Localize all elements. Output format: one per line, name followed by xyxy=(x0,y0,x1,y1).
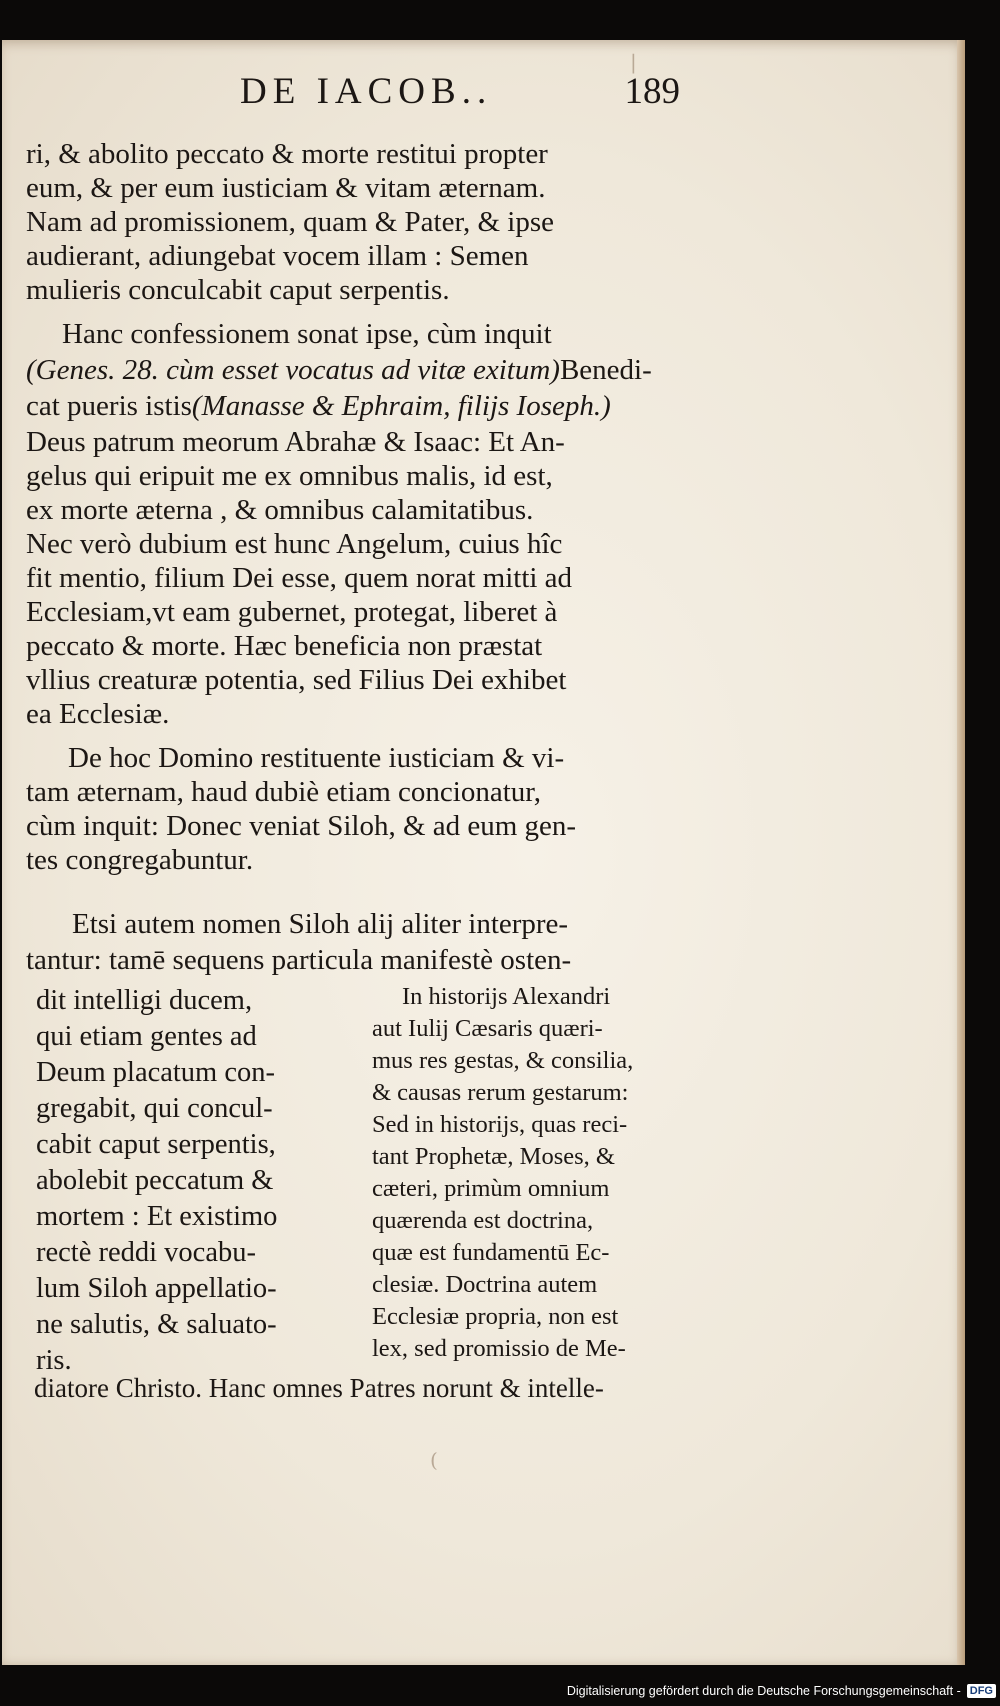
dfg-logo: DFG xyxy=(967,1684,996,1698)
text-line: cabit caput serpentis, xyxy=(36,1129,276,1160)
credit-text: Digitalisierung gefördert durch die Deutsche Forschungsgemeinschaft - xyxy=(566,1684,961,1698)
text-line: fit mentio, filium Dei esse, quem norat mitti ad xyxy=(26,562,573,594)
text-line: quæ est fundamentū Ec- xyxy=(372,1239,610,1266)
text-line: ea Ecclesiæ. xyxy=(26,698,170,730)
digitization-credit xyxy=(567,1680,996,1702)
citation-names: (Manasse & Ephraim, filijs Ioseph.) xyxy=(191,390,611,422)
text-line: mus res gestas, & consilia, xyxy=(372,1047,634,1074)
text-line: De hoc Domino restituente iusticiam & vi- xyxy=(68,742,565,774)
text-line: tantur: tamē sequens particula manifestè osten- xyxy=(26,944,572,976)
text-line: ris. xyxy=(36,1345,72,1376)
final-line: diatore Christo. Hanc omnes Patres norunt & intelle- xyxy=(34,1373,604,1403)
pencil-mark: | xyxy=(630,50,637,74)
text-line: gelus qui eripuit me ex omnibus malis, id est, xyxy=(26,460,553,492)
text-line: lum Siloh appellatio- xyxy=(36,1273,277,1304)
text-line: In historijs Alexandri xyxy=(402,983,611,1010)
text-line: ne salutis, & saluato- xyxy=(36,1309,277,1340)
text-line: tam æternam, haud dubiè etiam concionatur, xyxy=(26,776,542,808)
text-line: Deum placatum con- xyxy=(36,1057,275,1088)
text-line: rectè reddi vocabu- xyxy=(36,1237,256,1268)
text-line: dit intelligi ducem, xyxy=(36,985,253,1016)
citation-genesis: (Genes. 28. cùm esset vocatus ad vitæ exitum) xyxy=(26,354,560,386)
text-line: cæteri, primùm omnium xyxy=(372,1175,610,1202)
running-title: DE IACOB.. xyxy=(240,71,493,112)
text-line: tant Prophetæ, Moses, & xyxy=(372,1143,615,1170)
text-line: mulieris conculcabit caput serpentis. xyxy=(26,274,450,306)
text-line: Nec verò dubium est hunc Angelum, cuius hîc xyxy=(26,528,563,560)
text-line: ri, & abolito peccato & morte restitui propter xyxy=(26,138,548,170)
text-line: cùm inquit: Donec veniat Siloh, & ad eum gen- xyxy=(26,810,577,842)
text-line: Ecclesiæ propria, non est xyxy=(372,1303,619,1330)
text-line: audierant, adiungebat vocem illam : Semen xyxy=(26,240,529,272)
text-line: quærenda est doctrina, xyxy=(372,1207,594,1234)
text-fragment: cat pueris istis xyxy=(26,390,192,422)
text-line: peccato & morte. Hæc beneficia non præstat xyxy=(26,630,543,662)
text-line: Sed in historijs, quas reci- xyxy=(372,1111,628,1138)
text-fragment: Benedi- xyxy=(559,354,652,386)
running-header xyxy=(240,70,680,130)
text-line: mortem : Et existimo xyxy=(36,1201,278,1232)
text-line: abolebit peccatum & xyxy=(36,1165,274,1196)
page-number: 189 xyxy=(624,71,680,112)
text-line: gregabit, qui concul- xyxy=(36,1093,273,1124)
text-line xyxy=(26,354,652,387)
page-edge xyxy=(957,40,965,1665)
text-line: Etsi autem nomen Siloh alij aliter interpre- xyxy=(72,908,569,940)
text-line xyxy=(26,390,611,423)
text-line: tes congregabuntur. xyxy=(26,844,254,876)
pencil-mark: ( xyxy=(430,1448,438,1472)
text-line: qui etiam gentes ad xyxy=(36,1021,257,1052)
text-line: aut Iulij Cæsaris quæri- xyxy=(372,1015,603,1042)
text-line: lex, sed promissio de Me- xyxy=(372,1335,626,1362)
text-line: clesiæ. Doctrina autem xyxy=(372,1271,598,1298)
text-line: Ecclesiam,vt eam gubernet, protegat, liberet à xyxy=(26,596,558,628)
text-line: vllius creaturæ potentia, sed Filius Dei exhibet xyxy=(26,664,567,696)
text-line: Hanc confessionem sonat ipse, cùm inquit xyxy=(62,318,552,350)
text-line: eum, & per eum iusticiam & vitam æternam. xyxy=(26,172,546,204)
text-line: ex morte æterna , & omnibus calamitatibus. xyxy=(26,494,534,526)
text-line: Nam ad promissionem, quam & Pater, & ipse xyxy=(26,206,555,238)
text-line: Deus patrum meorum Abrahæ & Isaac: Et An- xyxy=(26,426,565,458)
text-line: & causas rerum gestarum: xyxy=(372,1079,629,1106)
